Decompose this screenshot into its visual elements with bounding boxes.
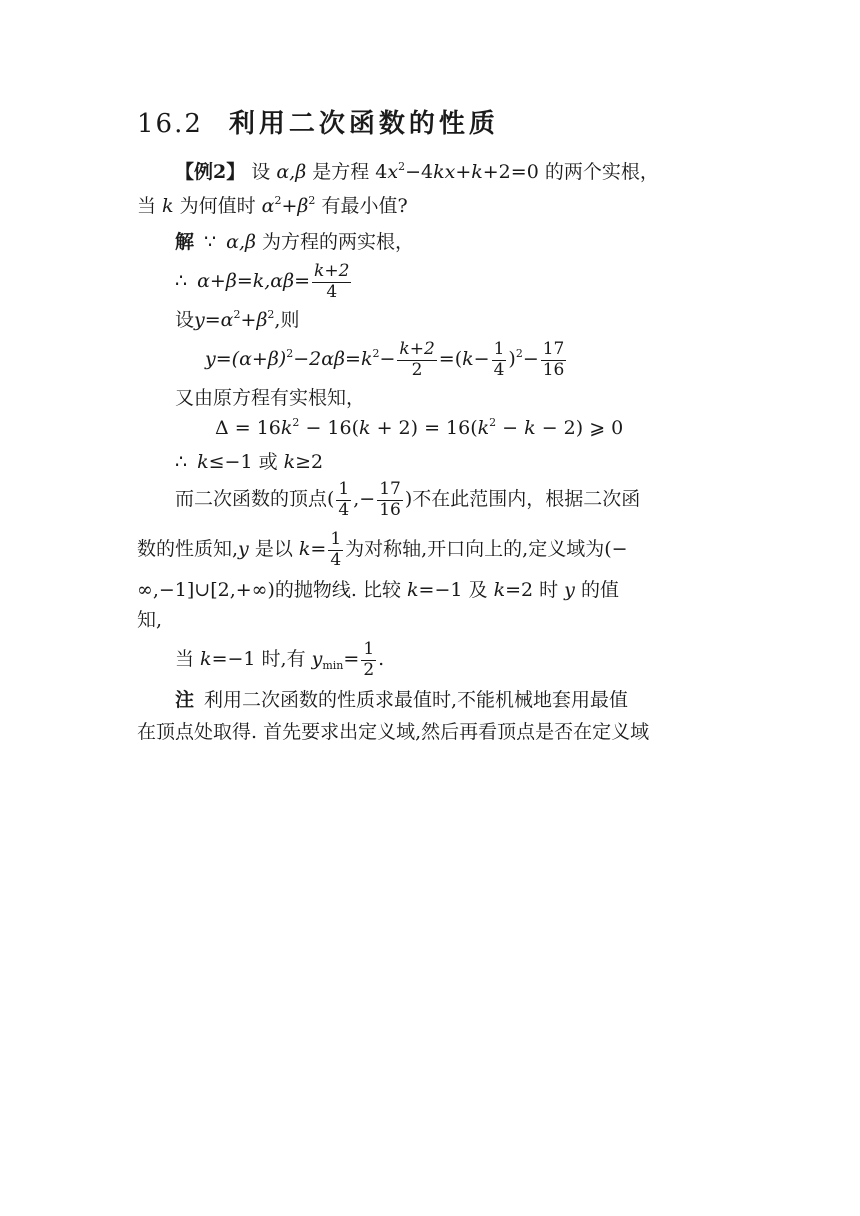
solution-line-10: ∞,−1]∪[2,+∞)的抛物线. 比较 k=−1 及 k=2 时 y 的值	[137, 579, 619, 601]
discriminant-line: $\Delta = 16k^2 - 16(k + 2) = 16(k^2 - k - 2)$ ⩾ 0	[215, 416, 624, 439]
example-tag: 【例2】	[175, 161, 246, 183]
fraction-k-plus-2-over-4: $\frac{k+2}{4}$	[314, 261, 350, 302]
note-label: 注	[175, 689, 195, 711]
solution-line-9: 数的性质知,y 是以 k= $\frac{1}{4}$ 为对称轴,开口向上的,定义域为(−	[137, 529, 628, 570]
solution-line-8: 而二次函数的顶点( $\frac{1}{4}$ ,− $\frac{17}{16}$ )不在此范围内，根据二次函	[175, 479, 641, 520]
note-line-1: 注 利用二次函数的性质求最值时,不能机械地套用最值	[175, 689, 629, 711]
fraction-1-over-4: $\frac{1}{4}$	[330, 529, 342, 570]
fraction-1-over-4: $\frac{1}{4}$	[493, 339, 505, 380]
solution-label: 解	[175, 231, 195, 253]
example-line-1: 【例2】 设 α,β 是方程 $4x^2-4kx+k+2=0$ 的两个实根，	[175, 160, 659, 183]
solution-line-5: 又由原方程有实根知，	[175, 387, 366, 409]
solution-line-4: $y=(\alpha+\beta)^2-2\alpha\beta=k^2-$ $\frac{k+2}{2}$ =(k− $\frac{1}{4}$ )$^2$− $\frac{17}{16}$	[205, 339, 565, 380]
solution-line-3: 设$y=\alpha^2+\beta^2$,则	[175, 308, 300, 331]
solution-line-2: ∴ α+β=k,αβ= $\frac{k+2}{4}$	[175, 261, 350, 302]
solution-line-7: ∴ k≤−1 或 k≥2	[175, 451, 324, 473]
fraction-k-plus-2-over-2: $\frac{k+2}{2}$	[399, 339, 435, 380]
solution-line-12: 当 k=−1 时,有 $y_{min}=$ $\frac{1}{2}$ .	[175, 639, 385, 680]
section-title: 利用二次函数的性质	[228, 109, 499, 139]
fraction-1-over-2: $\frac{1}{2}$	[363, 639, 375, 680]
fraction-17-over-16: $\frac{17}{16}$	[542, 339, 565, 380]
fraction-1-over-4: $\frac{1}{4}$	[338, 479, 350, 520]
fraction-17-over-16: $\frac{17}{16}$	[379, 479, 401, 520]
note-line-2: 在顶点处取得. 首先要求出定义域,然后再看顶点是否在定义域	[137, 721, 650, 743]
section-heading	[137, 110, 499, 139]
solution-line-1: 解 ∵ α,β 为方程的两实根，	[175, 231, 415, 253]
solution-line-11: 知,	[137, 609, 163, 631]
section-number: 16.2	[137, 109, 203, 139]
example-line-2: 当 k 为何值时 $\alpha^2+\beta^2$ 有最小值?	[137, 194, 408, 217]
